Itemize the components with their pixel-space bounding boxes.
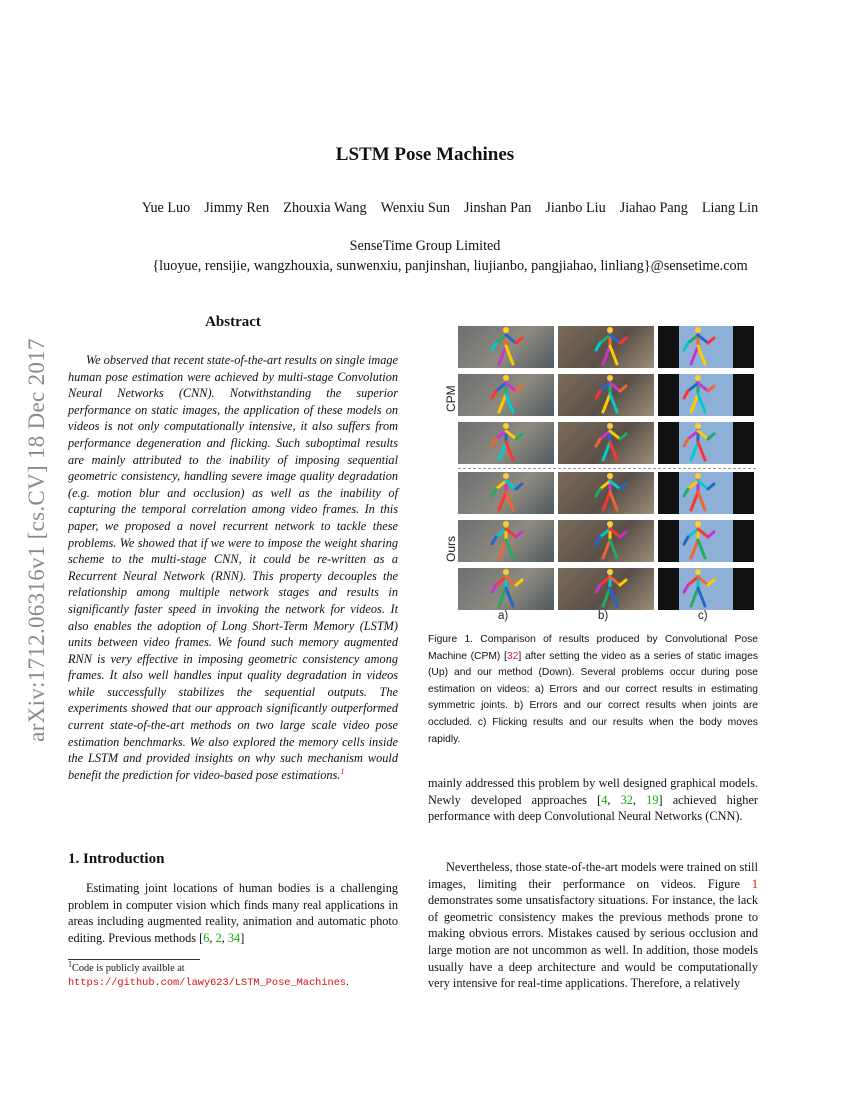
pose-skeleton (558, 472, 654, 514)
pose-limb (698, 442, 705, 460)
pose-skeleton (558, 374, 654, 416)
pose-frame (458, 326, 554, 368)
pose-frame (558, 520, 654, 562)
pose-limb (610, 442, 617, 460)
citation-link[interactable]: 2 (215, 930, 222, 945)
pose-frame (658, 472, 754, 514)
pose-limb (691, 540, 698, 558)
footnote-rule (68, 959, 200, 960)
pose-head (695, 423, 701, 429)
pose-limb (492, 439, 496, 446)
pose-skeleton (558, 422, 654, 464)
pose-limb (691, 394, 698, 412)
pose-frame (558, 326, 654, 368)
pose-frame (558, 422, 654, 464)
pose-frame (658, 422, 754, 464)
paper-title: LSTM Pose Machines (335, 144, 515, 165)
pose-head (607, 521, 613, 527)
pose-limb (691, 588, 698, 606)
pose-limb (492, 391, 496, 398)
pose-skeleton (658, 422, 754, 464)
pose-skeleton (658, 520, 754, 562)
row-label-cpm: CPM (444, 385, 458, 412)
pose-limb (596, 343, 600, 350)
right-paragraph-1: mainly addressed this problem by well designed graphical models. Newly developed approaches [4, 32, 19] achieved higher performance with deep Convolutional Neural Networks (CNN). (428, 776, 758, 824)
pose-limb (603, 588, 610, 606)
pose-limb (506, 540, 513, 558)
pose-skeleton (658, 374, 754, 416)
pose-limb (516, 580, 522, 585)
pose-frame (658, 568, 754, 610)
pose-limb (492, 343, 496, 350)
pose-limb (499, 346, 506, 364)
pose-limb (620, 484, 626, 489)
pose-limb (516, 386, 522, 391)
pose-head (503, 569, 509, 575)
pose-head (503, 423, 509, 429)
pose-limb (691, 492, 698, 510)
author-list (60, 200, 840, 217)
pose-limb (610, 540, 617, 558)
pose-skeleton (458, 374, 554, 416)
pose-limb (684, 391, 688, 398)
pose-frame (558, 568, 654, 610)
pose-limb (691, 346, 698, 364)
pose-limb (708, 386, 714, 391)
pose-head (695, 521, 701, 527)
pose-limb (708, 532, 714, 537)
pose-skeleton (658, 568, 754, 610)
pose-head (695, 375, 701, 381)
pose-limb (610, 394, 617, 412)
citation-link[interactable]: 32 (506, 650, 519, 662)
arxiv-stamp: arXiv:1712.06316v1 [cs.CV] 18 Dec 2017 (24, 338, 49, 742)
column-label: c) (698, 610, 708, 622)
figure-caption: Figure 1. Comparison of results produced by Convolutional Pose Machine (CPM) [32] after setting the video as a series of static images (Up) and our method (Down). Several problems occur during pose estimation on videos: a) Errors and our correct results in estimating symmetric joints. b) Errors and our correct results when joints are occluded. c) Flicking results and our results when the body moves rapidly. (428, 634, 758, 745)
pose-limb (684, 537, 688, 544)
pose-head (695, 473, 701, 479)
author-name: Jiahao Pang (619, 200, 688, 216)
pose-limb (620, 338, 626, 343)
pose-frame (458, 374, 554, 416)
pose-head (695, 569, 701, 575)
pose-limb (596, 489, 600, 496)
pose-head (607, 569, 613, 575)
intro-paragraph: Estimating joint locations of human bodies is a challenging problem in computer vision which finds many real applications in areas including augmented reality, animation and automatic photo editing. Previous methods [6, 2, 34] (68, 881, 398, 945)
pose-limb (506, 588, 513, 606)
footnote-marker[interactable]: 1 (340, 766, 345, 776)
abstract-heading: Abstract (205, 314, 261, 330)
pose-limb (698, 492, 705, 510)
pose-head (607, 327, 613, 333)
cpm-ours-separator (458, 468, 756, 469)
pose-head (607, 473, 613, 479)
author-name: Yue Luo (141, 200, 191, 216)
abstract-body: We observed that recent state-of-the-art results on single image human pose estimation were achieved by multi-stage Convolution Neural Networks (CNN). Notwithstanding the superior performance on static images, the application of these models on videos is not only computationally intensive, it also suffers from performance degeneration and flicking. Such suboptimal results are mainly attributed to the inability of imposing sequential geometric consistency, handling severe image quality degradation (e.g. motion blur and occlusion) as well as the inability of capturing the temporal correlation among video frames. In this paper, we proposed a novel recurrent network to tackle these problems. We showed that if we were to impose the weight sharing scheme to the multi-stage CNN, it could be re-written as a Recurrent Neural Network (RNN). This property decouples the relationship among multiple network stages and results in significantly faster speed in invoking the network for videos. It also enables the adoption of Long Short-Term Memory (LSTM) units between video frames. We found such memory augmented RNN is very effective in imposing geometric consistency among frames. It also well handles input quality degradation in videos while successfully stabilizes the sequential outputs. The experiments showed that our approach significantly outperformed current state-of-the-art methods on two large scale video pose estimation benchmarks. We also explored the memory cells inside the LSTM and provided insights on why such mechanism would benefit the prediction for video-based pose estimations.$^1$ (68, 353, 398, 782)
pose-limb (620, 580, 626, 585)
pose-frame (558, 374, 654, 416)
pose-limb (499, 540, 506, 558)
pose-limb (603, 540, 610, 558)
right-paragraph-2: Nevertheless, those state-of-the-art models were trained on still images, limiting their performance on videos. Figure 1 demonstrates some unsatisfactory situations. For instance, the lack of geometric consistency makes the previous methods prone to making obvious errors. Mistakes caused by serious occlusion and large motion are not uncommon as well. In addition, those models usually have a deep architecture and would be computationally very intensive for real-time applications. Therefore, a relatively (428, 860, 758, 991)
pose-limb (620, 532, 626, 537)
pose-head (503, 327, 509, 333)
pose-limb (516, 484, 522, 489)
citation-link[interactable]: 34 (227, 930, 241, 945)
column-label: b) (598, 610, 609, 622)
pose-limb (499, 394, 506, 412)
pose-frame (658, 326, 754, 368)
pose-frame (658, 374, 754, 416)
pose-head (607, 375, 613, 381)
column-label: a) (498, 610, 509, 622)
pose-limb (708, 434, 714, 439)
author-name: Jianbo Liu (545, 200, 606, 216)
row-label-ours: Ours (444, 535, 458, 562)
author-name: Jinshan Pan (464, 200, 532, 216)
figure-ref-link[interactable]: 1 (751, 876, 758, 891)
pose-skeleton (558, 520, 654, 562)
pose-limb (603, 442, 610, 460)
pose-skeleton (558, 326, 654, 368)
pose-limb (708, 580, 714, 585)
author-name: Zhouxia Wang (283, 200, 367, 216)
author-name: Wenxiu Sun (380, 200, 450, 216)
pose-head (607, 423, 613, 429)
pose-limb (620, 386, 626, 391)
pose-limb (492, 537, 496, 544)
pose-frame (458, 472, 554, 514)
pose-limb (698, 540, 705, 558)
pose-limb (596, 537, 600, 544)
pose-limb (492, 585, 496, 592)
pose-limb (506, 442, 513, 460)
pose-limb (499, 588, 506, 606)
pose-limb (596, 391, 600, 398)
author-name: Jimmy Ren (204, 200, 270, 216)
pose-frame (458, 520, 554, 562)
pose-limb (708, 338, 714, 343)
pose-limb (610, 492, 617, 510)
pose-skeleton (458, 568, 554, 610)
pose-limb (596, 439, 600, 446)
pose-limb (684, 439, 688, 446)
pose-limb (610, 346, 617, 364)
section-heading-introduction: 1. Introduction (68, 851, 165, 867)
pose-frame (658, 520, 754, 562)
pose-skeleton (558, 568, 654, 610)
pose-head (503, 473, 509, 479)
pose-skeleton (458, 520, 554, 562)
pose-limb (698, 588, 705, 606)
pose-limb (603, 492, 610, 510)
pose-limb (610, 588, 617, 606)
pose-limb (516, 434, 522, 439)
pose-head (503, 375, 509, 381)
pose-limb (516, 532, 522, 537)
affiliation: SenseTime Group Limited (349, 238, 501, 254)
pose-limb (691, 442, 698, 460)
pose-skeleton (658, 326, 754, 368)
pose-skeleton (458, 422, 554, 464)
pose-head (503, 521, 509, 527)
pose-frame (458, 422, 554, 464)
pose-limb (516, 338, 522, 343)
pose-limb (603, 394, 610, 412)
pose-limb (698, 346, 705, 364)
citation-link[interactable]: 19 (646, 792, 659, 807)
pose-limb (620, 434, 626, 439)
pose-skeleton (458, 326, 554, 368)
pose-frame (558, 472, 654, 514)
citation-link[interactable]: 6 (203, 930, 210, 945)
pose-frame (458, 568, 554, 610)
pose-limb (506, 394, 513, 412)
pose-limb (603, 346, 610, 364)
code-url-link[interactable]: https://github.com/lawy623/LSTM_Pose_Machines (68, 977, 347, 989)
citation-link[interactable]: 32 (620, 792, 633, 807)
pose-limb (506, 346, 513, 364)
footnote: $^1$Code is publicly availble at https://github.com/lawy623/LSTM_Pose_Machines. (68, 959, 349, 989)
pose-skeleton (658, 472, 754, 514)
pose-limb (499, 442, 506, 460)
pose-limb (499, 492, 506, 510)
pose-limb (708, 484, 714, 489)
pose-limb (596, 585, 600, 592)
pose-limb (684, 489, 688, 496)
pose-head (695, 327, 701, 333)
author-emails: {luoyue, rensijie, wangzhouxia, sunwenxiu, panjinshan, liujianbo, pangjiahao, linliang}@sensetime.com (152, 258, 748, 274)
author-name: Liang Lin (701, 200, 759, 216)
citation-link[interactable]: 4 (601, 792, 608, 807)
pose-limb (492, 489, 496, 496)
figure-1 (444, 324, 756, 622)
pose-limb (698, 394, 705, 412)
pose-skeleton (458, 472, 554, 514)
pose-limb (684, 585, 688, 592)
pose-limb (684, 343, 688, 350)
pose-limb (506, 492, 513, 510)
